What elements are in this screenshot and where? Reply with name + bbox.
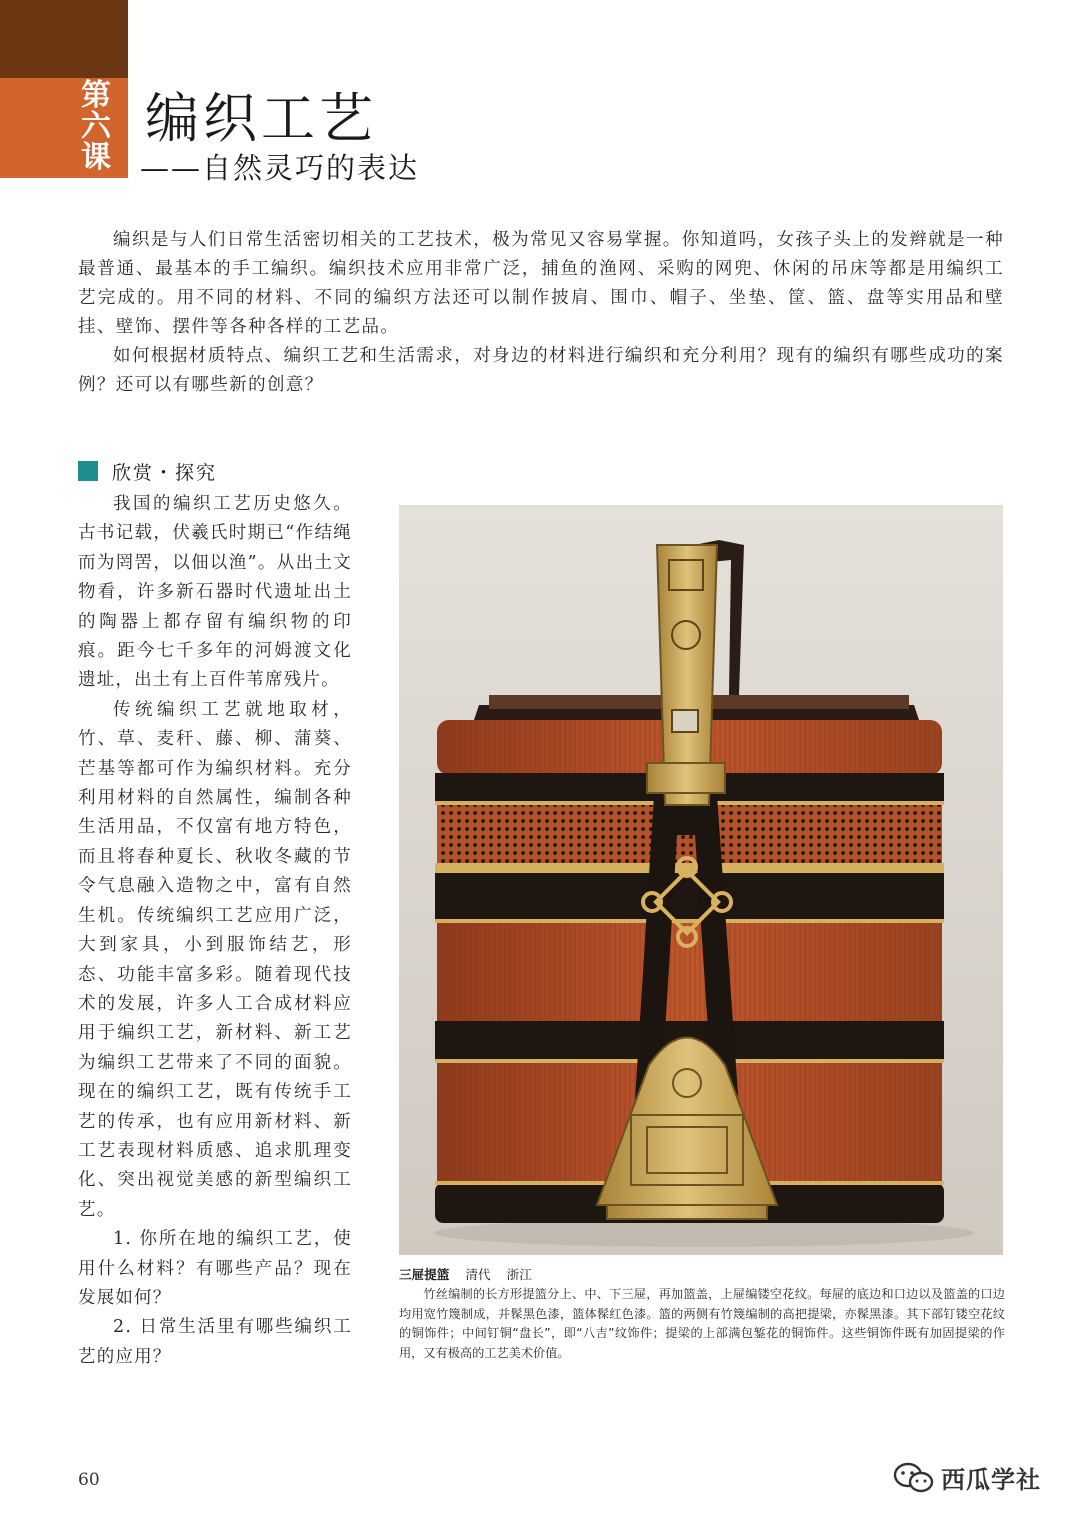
caption-text: 竹丝编制的长方形提篮分上、中、下三屉，再加篮盖，上屉编镂空花纹。每屉的底边和口边以及篮盖的口边均用宽竹篾制成，并髹黑色漆，篮体髹红色漆。篮的两侧有竹篾编制的高把提梁，亦髹黑漆。其下部钉镂空花纹的铜饰件；中间钉铜“盘长”，即“八吉”纹饰件；提梁的上部满包錾花的铜饰件。这些铜饰件既有加固提梁的作用，又有极高的工艺美术价值。 [399, 1287, 1005, 1360]
intro-paragraph: 如何根据材质特点、编织工艺和生活需求，对身边的材料进行编织和充分利用？现有的编织有哪些成功的案例？还可以有哪些新的创意？ [78, 346, 1004, 395]
question-item: 2. 日常生活里有哪些编织工艺的应用？ [78, 1317, 352, 1367]
lesson-label-char: 第 [81, 78, 111, 113]
body-column [78, 490, 352, 1372]
lesson-label-char: 课 [81, 140, 111, 175]
section-marker-icon [78, 461, 98, 481]
body-paragraph: 传统编织工艺就地取材，竹、草、麦秆、藤、柳、蒲葵、芒基等都可作为编织材料。充分利用材料的自然属性，编制各种生活用品，不仅富有地方特色，而且将春种夏长、秋收冬藏的节令气息融入造物之中，富有自然生机。传统编织工艺应用广泛，大到家具，小到服饰结艺，形态、功能丰富多彩。随着现代技术的发展，许多人工合成材料应用于编织工艺，新材料、新工艺为编织工艺带来了不同的面貌。现在的编织工艺，既有传统手工艺的传承，也有应用新材料、新工艺表现材料质感、追求肌理变化、突出视觉美感的新型编织工艺。 [78, 699, 352, 1220]
corner-decoration [0, 0, 128, 78]
watermark [893, 1460, 1041, 1495]
caption-title: 三屉提篮 [399, 1267, 450, 1282]
caption-era: 清代 [465, 1267, 491, 1282]
question-item: 1. 你所在地的编织工艺，使用什么材料？有哪些产品？现在发展如何？ [78, 1229, 352, 1308]
page-title: 编织工艺 [145, 87, 377, 150]
watermark-text: 西瓜学社 [941, 1466, 1041, 1494]
page-subtitle: ——自然灵巧的表达 [140, 151, 420, 185]
lesson-label-char: 六 [81, 109, 111, 144]
wechat-icon [893, 1461, 935, 1495]
section-heading [78, 457, 217, 485]
lesson-label [76, 80, 116, 173]
caption-place: 浙江 [506, 1267, 532, 1282]
intro-paragraph: 编织是与人们日常生活密切相关的工艺技术，极为常见又容易掌握。你知道吗，女孩子头上的发辫就是一种最普通、最基本的手工编织。编织技术应用非常广泛，捕鱼的渔网、采购的网兜、休闲的吊床等都是用编织工艺完成的。用不同的材料、不同的编织方法还可以制作披肩、围巾、帽子、坐垫、筐、篮、盘等实用品和壁挂、壁饰、摆件等各种各样的工艺品。 [78, 230, 1004, 337]
figure-caption [399, 1265, 1005, 1363]
basket-photo [399, 505, 1003, 1255]
body-paragraph: 我国的编织工艺历史悠久。古书记载，伏羲氏时期已“作结绳而为罔罟，以佃以渔”。从出土文物看，许多新石器时代遗址出土的陶器上都存留有编织物的印痕。距今七千多年的河姆渡文化遗址，出土有上百件苇席残片。 [78, 494, 352, 691]
page-number: 60 [78, 1470, 100, 1490]
intro-text [78, 226, 1004, 400]
section-title: 欣赏・探究 [112, 461, 218, 484]
caption-head [399, 1265, 1005, 1285]
